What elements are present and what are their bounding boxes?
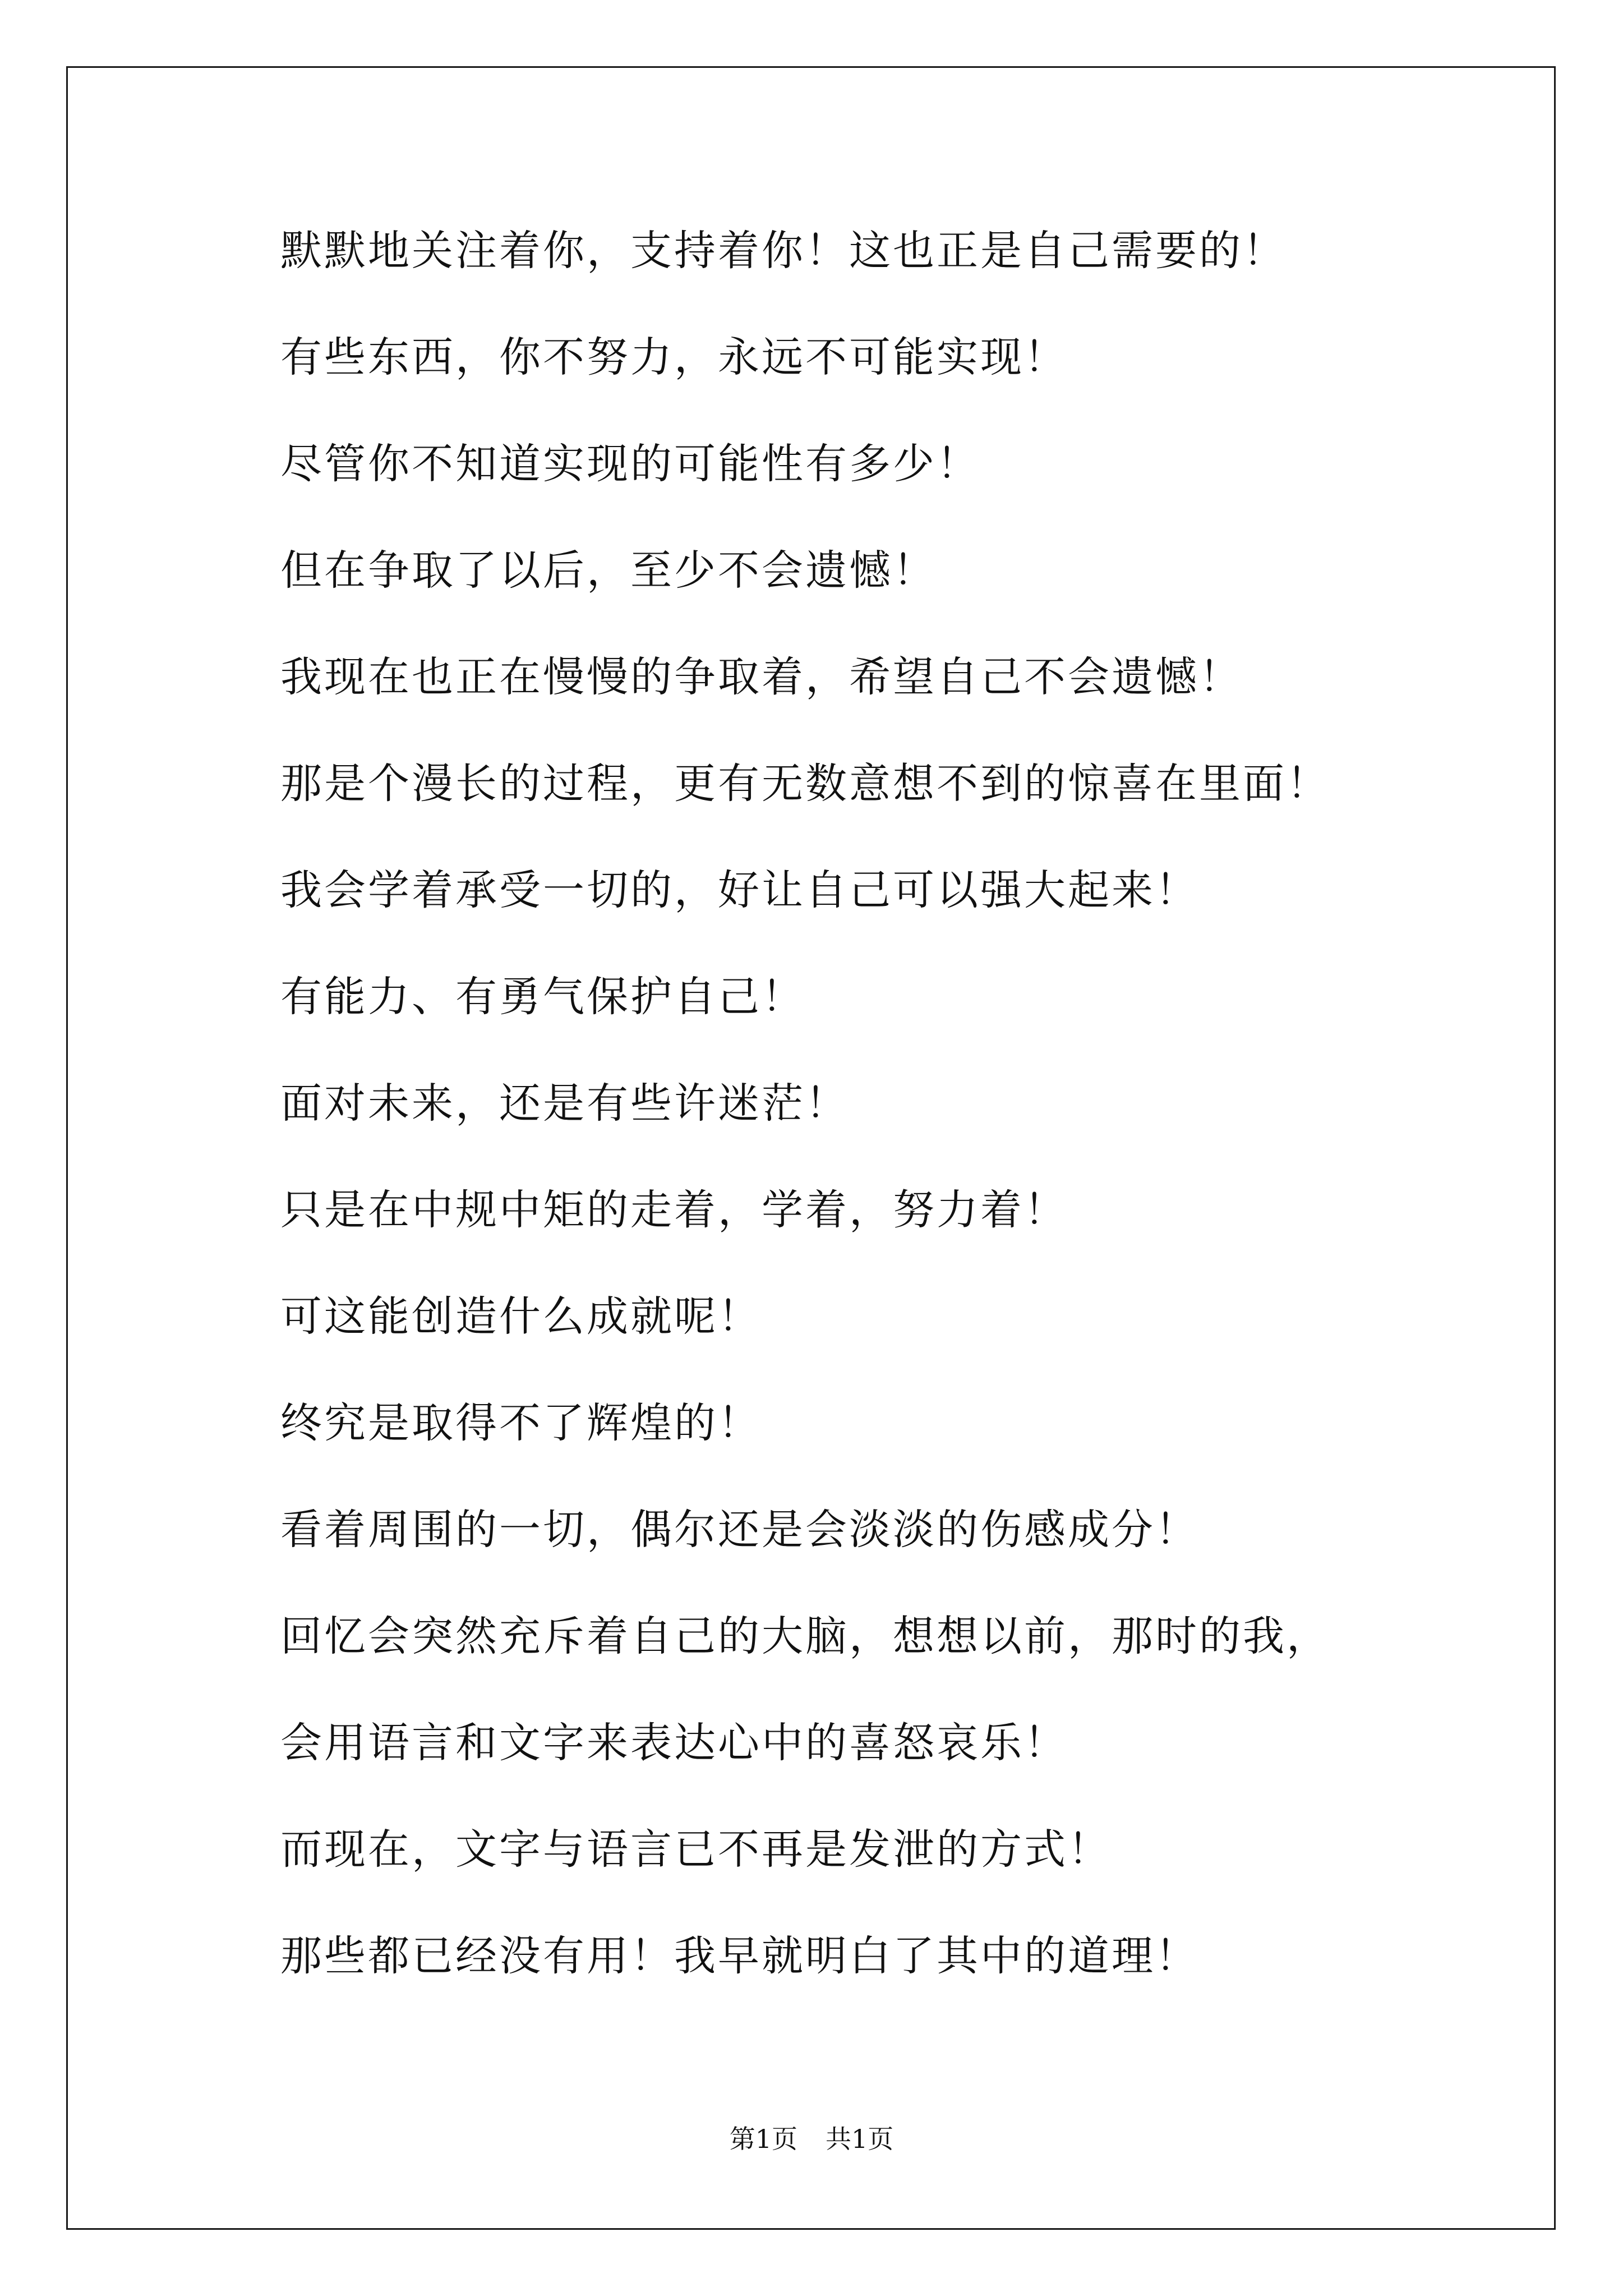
page-number-current: 第1页 — [729, 2124, 797, 2154]
text-line: 看着周围的一切，偶尔还是会淡淡的伤感成分！ — [280, 1506, 1199, 1554]
text-line: 默默地关注着你，支持着你！这也正是自己需要的！ — [280, 227, 1287, 275]
text-line: 那是个漫长的过程，更有无数意想不到的惊喜在里面！ — [280, 760, 1330, 808]
text-line: 只是在中规中矩的走着，学着，努力着！ — [280, 1186, 1068, 1234]
text-line: 而现在，文字与语言已不再是发泄的方式！ — [280, 1825, 1112, 1874]
page-border — [66, 66, 1556, 2230]
text-line: 可这能创造什么成就呢！ — [280, 1292, 762, 1341]
text-line: 终究是取得不了辉煌的！ — [280, 1399, 762, 1447]
text-line: 会用语言和文字来表达心中的喜怒哀乐！ — [280, 1719, 1068, 1767]
text-line: 面对未来，还是有些许迷茫！ — [280, 1079, 849, 1128]
text-line: 我现在也正在慢慢的争取着，希望自己不会遗憾！ — [280, 653, 1243, 701]
page-number-total: 共1页 — [826, 2124, 894, 2154]
text-line: 回忆会突然充斥着自己的大脑，想想以前，那时的我， — [280, 1612, 1330, 1660]
text-line: 有些东西，你不努力，永远不可能实现！ — [280, 333, 1068, 381]
text-line: 有能力、有勇气保护自己！ — [280, 973, 805, 1021]
text-line: 但在争取了以后，至少不会遗憾！ — [280, 546, 937, 595]
text-line: 那些都已经没有用！我早就明白了其中的道理！ — [280, 1932, 1199, 1980]
text-line: 尽管你不知道实现的可能性有多少！ — [280, 440, 980, 488]
text-line: 我会学着承受一切的，好让自己可以强大起来！ — [280, 866, 1199, 914]
page-footer — [0, 2126, 1623, 2152]
